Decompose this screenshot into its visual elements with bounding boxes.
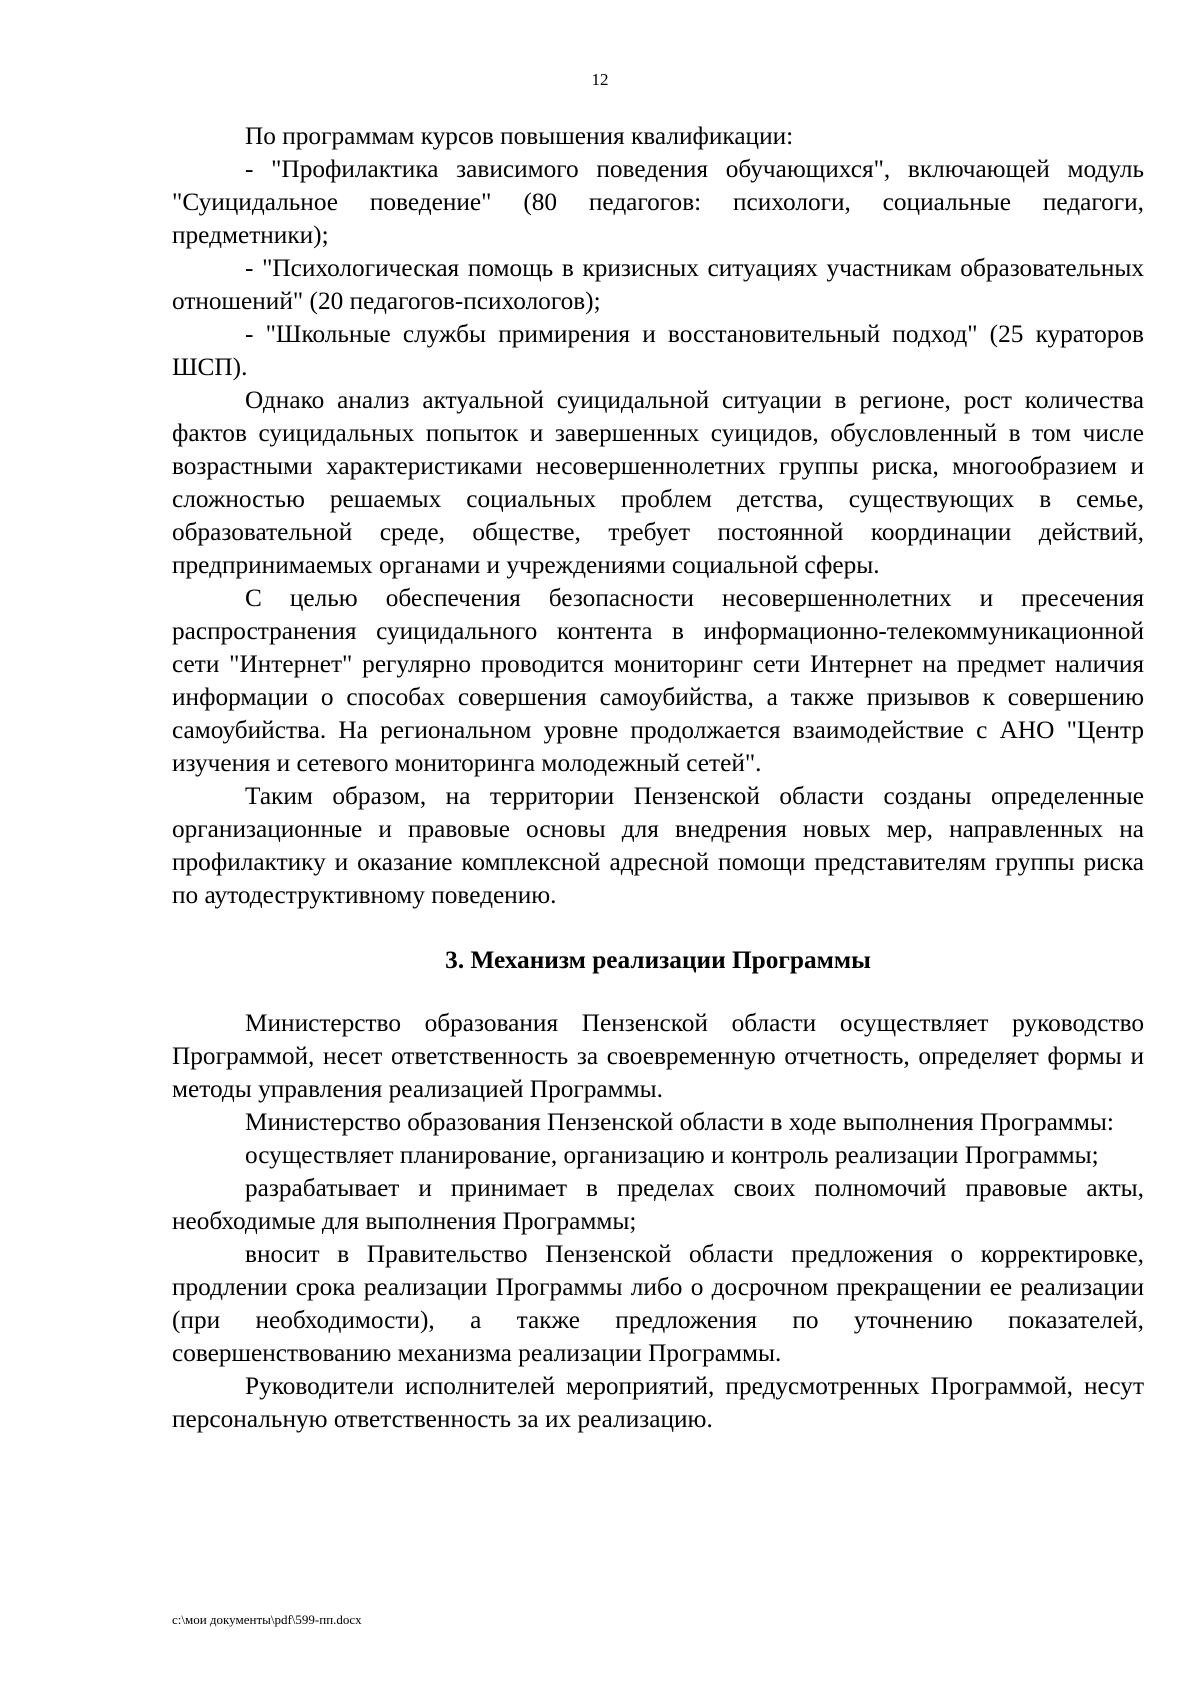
paragraph-duty-planning: осуществляет планирование, организацию и контроль реализации Программы; [245,1141,1099,1169]
paragraph-conclusion: Таким образом, на территории Пензенской области созданы определенные организационные и правовые основы для внедрения новых мер, направленных на профилактику и оказание комплексной адресной помощи представителям группы риска по аутодеструктивному поведению. [172,782,1144,909]
section-heading: 3. Механизм реализации Программы [445,946,871,974]
page-body [172,120,1144,1436]
paragraph-duty-proposals: вносит в Правительство Пензенской области предложения о корректировке, продлении срока реализации Программы либо о досрочном прекращении ее реализации (при необходимости), а также предложения по уточнению показателей, совершенствованию механизма реализации Программы. [172,1240,1144,1367]
paragraph-courses-intro: По программам курсов повышения квалификации: [245,122,794,150]
footer-file-path: c:\мои документы\pdf\599-пп.docx [172,1612,362,1627]
paragraph-course-mediation: - "Школьные службы примирения и восстановительный подход" (25 кураторов ШСП). [172,320,1144,381]
paragraph-duty-legal-acts: разрабатывает и принимает в пределах своих полномочий правовые акты, необходимые для выполнения Программы; [172,1174,1144,1235]
paragraph-internet-monitoring: С целью обеспечения безопасности несовершеннолетних и пресечения распространения суицидального контента в информационно-телекоммуникационной сети "Интернет" регулярно проводится мониторинг сети Интернет на предмет наличия информации о способах совершения самоубийства, а также призывов к совершению самоубийства. На региональном уровне продолжается взаимодействие с АНО "Центр изучения и сетевого мониторинга молодежный сетей". [172,584,1144,777]
paragraph-situation-analysis: Однако анализ актуальной суицидальной ситуации в регионе, рост количества фактов суицидальных попыток и завершенных суицидов, обусловленный в том числе возрастными характеристиками несовершеннолетних группы риска, многообразием и сложностью решаемых социальных проблем детства, существующих в семье, образовательной среде, обществе, требует постоянной координации действий, предпринимаемых органами и учреждениями социальной сферы. [172,386,1144,579]
paragraph-course-prevention: - "Профилактика зависимого поведения обучающихся", включающей модуль "Суицидальное поведение" (80 педагогов: психологи, социальные педагоги, предметники); [172,155,1144,249]
page-number: 12 [591,70,609,89]
paragraph-course-crisis-help: - "Психологическая помощь в кризисных ситуациях участникам образовательных отношений" (20 педагогов-психологов); [172,254,1144,315]
paragraph-responsibility: Руководители исполнителей мероприятий, предусмотренных Программой, несут персональную ответственность за их реализацию. [172,1372,1144,1433]
paragraph-ministry-duties-intro: Министерство образования Пензенской области в ходе выполнения Программы: [245,1108,1114,1136]
paragraph-ministry-role: Министерство образования Пензенской области осуществляет руководство Программой, несет ответственность за своевременную отчетность, определяет формы и методы управления реализацией Программы. [172,1009,1144,1103]
